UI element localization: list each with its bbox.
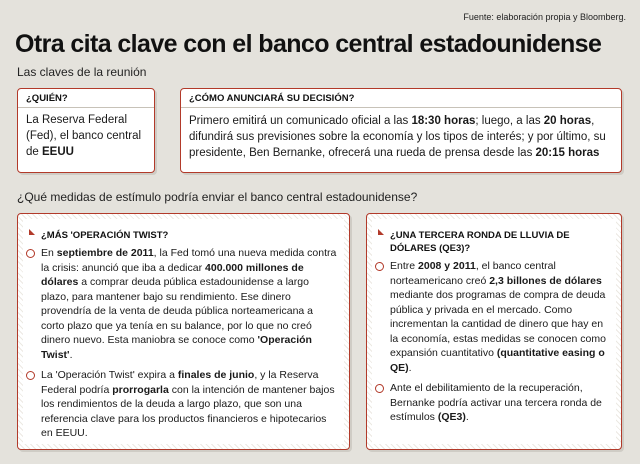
operation-twist-box [17,213,350,450]
twist-heading: ¿MÁS 'OPERACIÓN TWIST? [23,219,344,246]
qe3-heading: ¿UNA TERCERA RONDA DE LLUVIA DE DÓLARES (QE3)? [372,219,616,259]
who-text: La Reserva Federal (Fed), el banco central de EEUU [26,114,142,158]
qe3-box [366,213,622,450]
how-text: Primero emitirá un comunicado oficial a las 18:30 horas; luego, a las 20 horas, difundirá sus previsiones sobre la economía y los tipos de interés; y por último, su presidente, Ben Bernanke, ofrecerá una rueda de prensa desde las 20:15 horas [189,115,606,159]
how-box [180,88,622,173]
subtitle: Las claves de la reunión [17,65,147,79]
corner-marker-icon [29,229,35,235]
bullet-circle-icon [26,371,35,380]
bullet-circle-icon [26,249,35,258]
page-title: Otra cita clave con el banco central estadounidense [15,30,602,58]
twist-bullet-1: En septiembre de 2011, la Fed tomó una nueva medida contra la crisis: anunció que iba a dedicar 400.000 millones de dólares a comprar deuda pública estadounidense a largo plazo, para mantener bajo su rendimiento. Ese dinero provendría de la venta de deuda pública norteamericana a corto plazo que ya tenía en su balance, por lo que no creó dinero nuevo. Esta maniobra se conoce como 'Operación Twist'. [23,246,344,362]
bullet-circle-icon [375,262,384,271]
source-note: Fuente: elaboración propia y Bloomberg. [463,12,626,22]
how-heading: ¿CÓMO ANUNCIARÁ SU DECISIÓN? [181,89,621,108]
qe3-bullet-2: Ante el debilitamiento de la recuperación, Bernanke podría activar una tercera ronda de estímulos (QE3). [372,381,616,425]
bullet-circle-icon [375,384,384,393]
qe3-bullet-1: Entre 2008 y 2011, el banco central norteamericano creó 2,3 billones de dólares mediante dos programas de compra de deuda pública y privada en el mercado. Como incrementan la cantidad de dinero que hay en la economía, estas medidas se conocen como expansión cuantitativo (quantitative easing o QE). [372,259,616,375]
corner-marker-icon [378,229,384,235]
section-question: ¿Qué medidas de estímulo podría enviar el banco central estadounidense? [17,190,418,204]
who-box [17,88,155,173]
who-heading: ¿QUIÉN? [18,89,154,108]
twist-bullet-2: La 'Operación Twist' expira a finales de junio, y la Reserva Federal podría prorrogarla con la intención de mantener bajos los rendimientos de la deuda a largo plazo, que son una referencia clave para los productos financieros e hipotecarios en EEUU. [23,368,344,441]
